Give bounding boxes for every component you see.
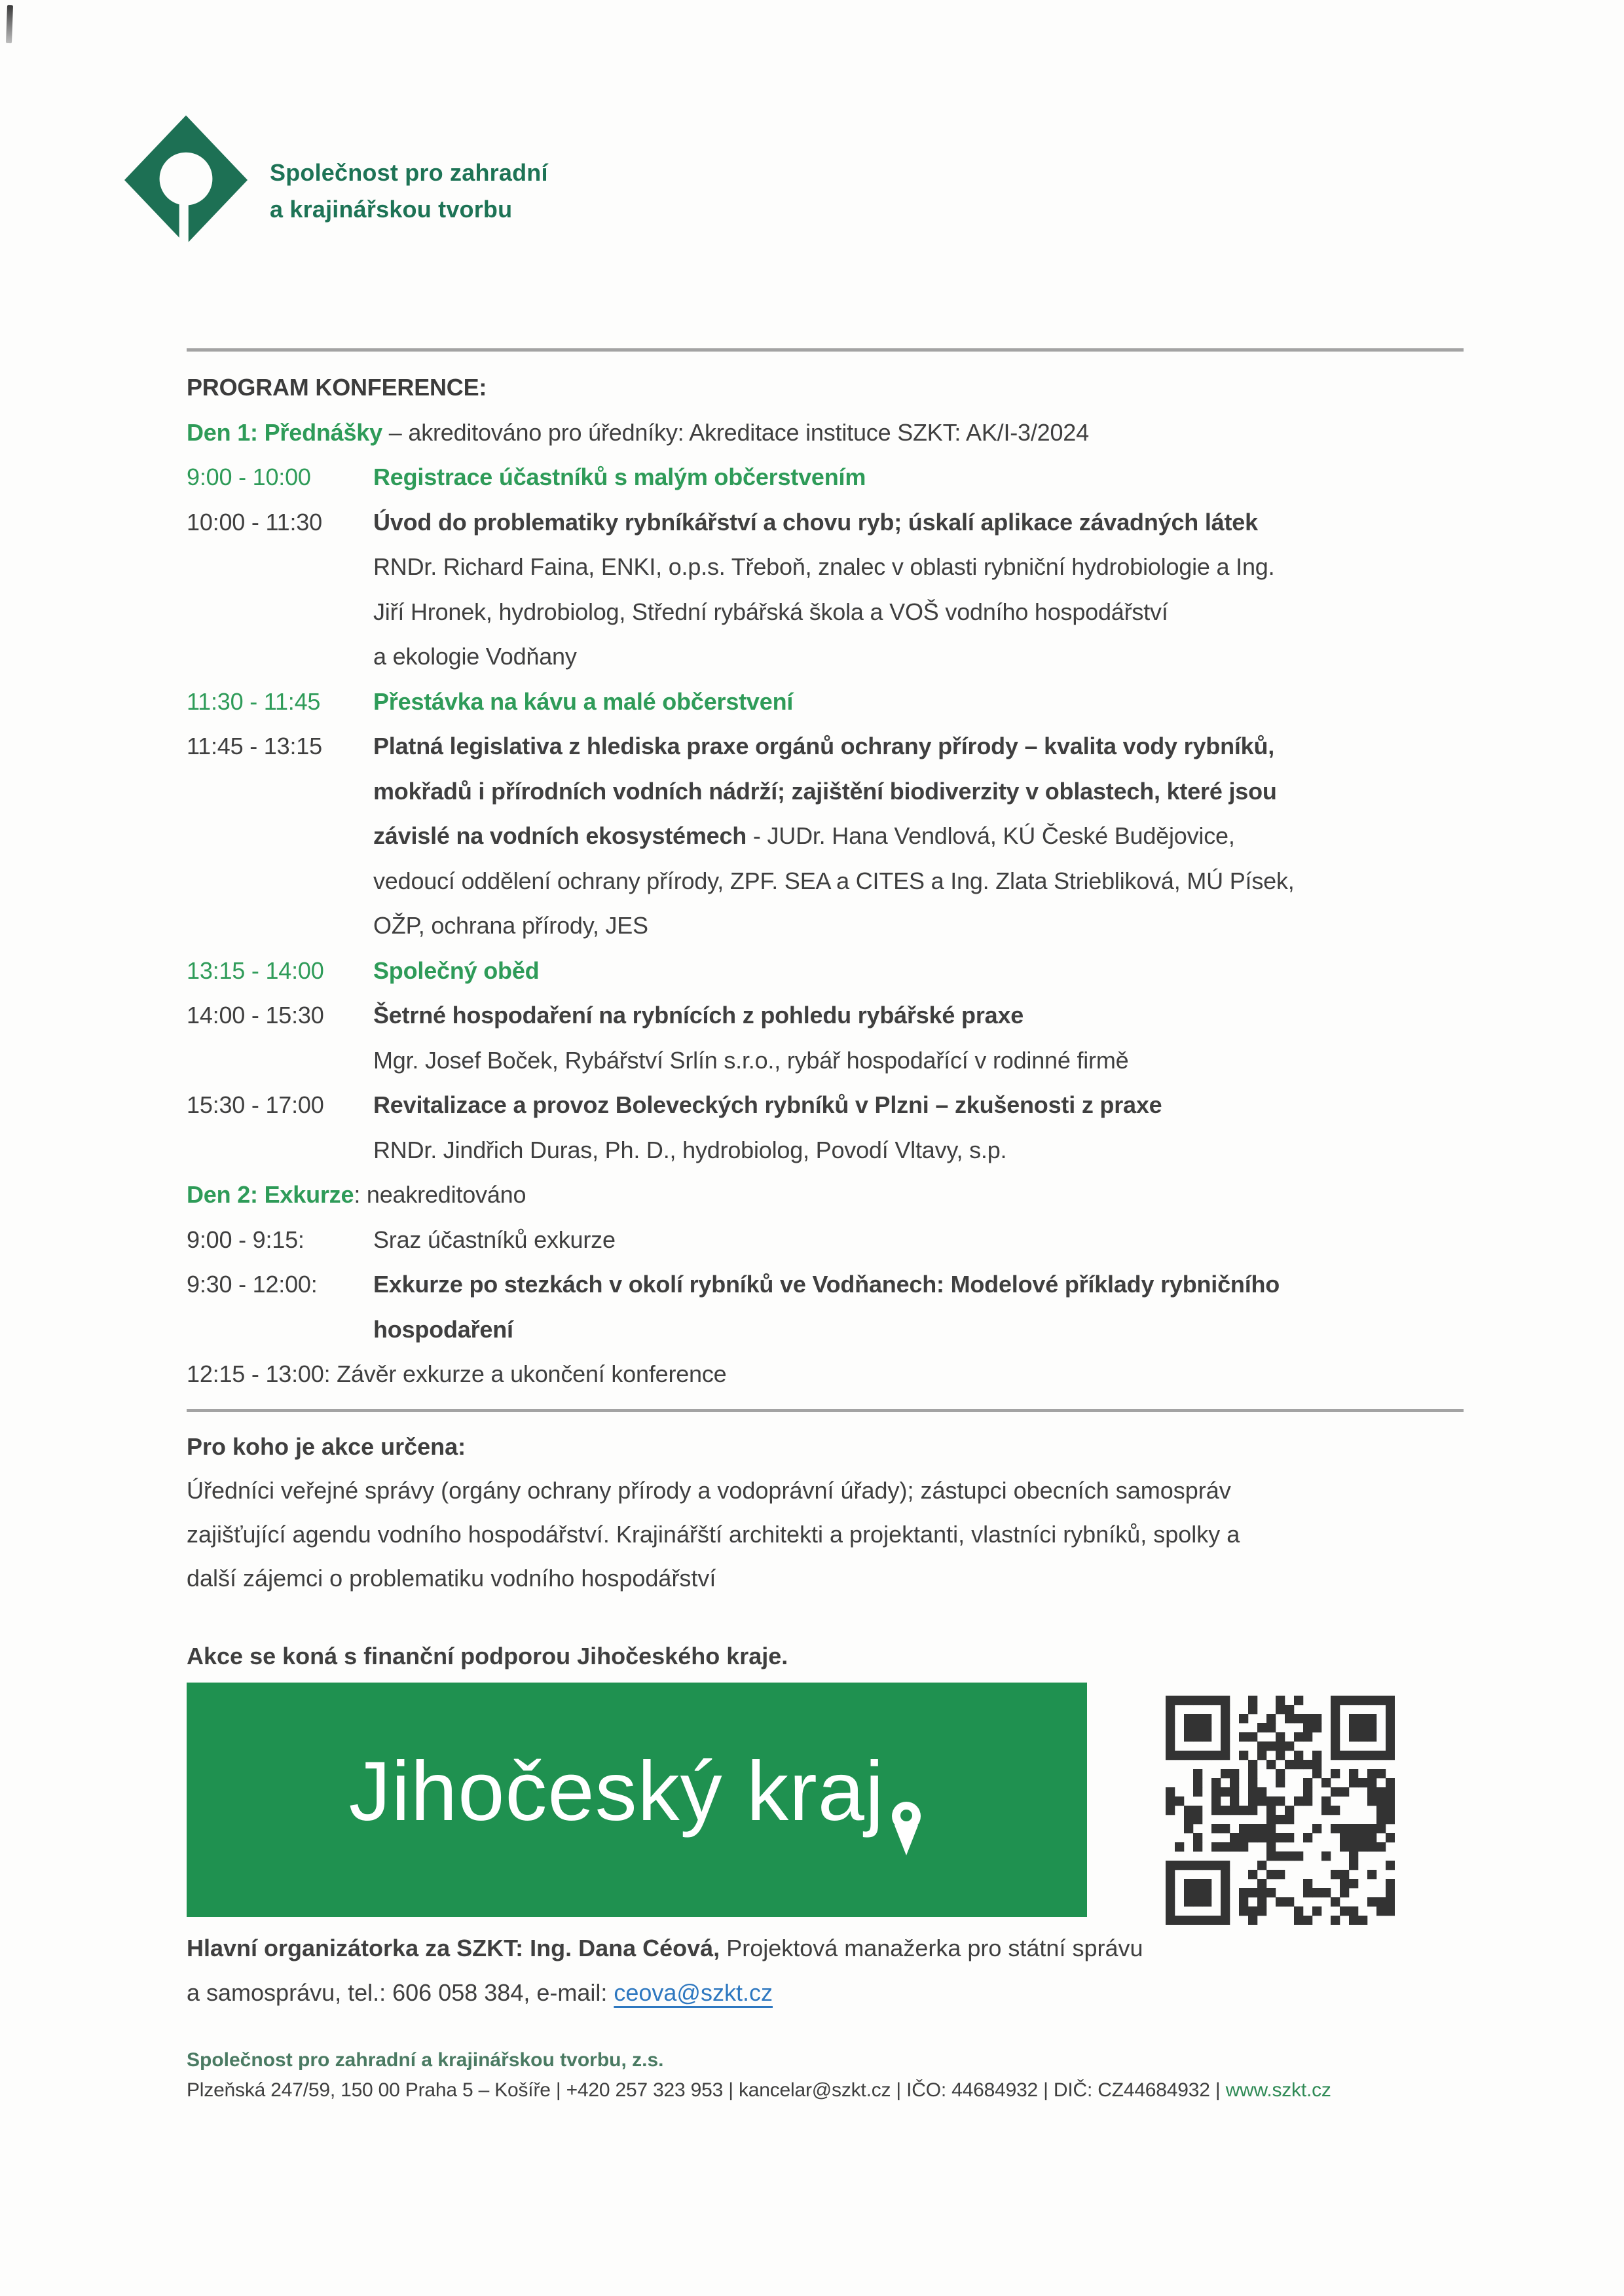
paragraph-line: další zájemci o problematiku vodního hospodářství	[187, 1565, 716, 1592]
text-run: Platná legislativa z hlediska praxe orgánů ochrany přírody – kvalita vody rybníků,	[373, 733, 1275, 759]
banner-text: Jihočeský kraj	[348, 1745, 885, 1838]
program-row	[187, 634, 1470, 680]
program-section	[187, 365, 1470, 1397]
program-desc	[373, 634, 577, 680]
text-run: Jiří Hronek, hydrobiolog, Střední rybářská škola a VOŠ vodního hospodářství	[373, 598, 1168, 625]
text-run: Úvod do problematiky rybníkářství a chovu ryb; úskalí aplikace závadných látek	[373, 508, 1258, 536]
text-run: hospodaření	[373, 1315, 513, 1343]
program-row	[187, 724, 1470, 769]
program-row	[187, 814, 1470, 859]
text-run: Projektová manažerka pro státní správu	[720, 1935, 1143, 1961]
scan-artifact	[6, 5, 13, 43]
text-run: RNDr. Jindřich Duras, Ph. D., hydrobiolog, Povodí Vltavy, s.p.	[373, 1136, 1007, 1163]
text-run: Den 1: Přednášky	[187, 418, 389, 446]
program-desc	[373, 1038, 1128, 1084]
program-desc	[373, 769, 1277, 814]
logo-text-line2: a krajinářskou tvorbu	[270, 196, 513, 223]
program-desc	[373, 545, 1274, 590]
program-time	[187, 1128, 373, 1173]
text-run: Registrace účastníků s malým občerstvením	[373, 464, 866, 490]
program-row	[187, 1173, 1470, 1218]
text-run: Přestávka na kávu a malé občerstvení	[373, 687, 794, 715]
program-time	[187, 634, 373, 680]
text-run: : neakreditováno	[354, 1181, 526, 1208]
program-row	[187, 993, 1470, 1038]
program-row	[187, 859, 1470, 904]
text-run: Revitalizace a provoz Boleveckých rybníků v Plzni – zkušenosti z praxe	[373, 1091, 1162, 1118]
text-run: závislé na vodních ekosystémech	[373, 822, 747, 849]
program-desc	[373, 1083, 1162, 1128]
website-link[interactable]: www.szkt.cz	[1225, 2079, 1331, 2101]
program-time: 11:30 - 11:45	[187, 687, 321, 715]
text-run: Hlavní organizátorka za SZKT: Ing. Dana Céová,	[187, 1935, 720, 1961]
program-row	[187, 455, 1470, 500]
program-row	[187, 1262, 1470, 1307]
text-run: Mgr. Josef Boček, Rybářství Srlín s.r.o., rybář hospodařící v rodinné firmě	[373, 1046, 1129, 1074]
text-run: Exkurze po stezkách v okolí rybníků ve Vodňanech: Modelové příklady rybničního	[373, 1271, 1280, 1298]
program-time: 9:00 - 10:00	[187, 464, 311, 490]
program-rows	[187, 410, 1470, 1397]
text-run: Plzeňská 247/59, 150 00 Praha 5 – Košíře | +420 257 323 953 | kancelar@szkt.cz | IČO: 44684932 | DIČ: CZ44684932 |	[187, 2079, 1226, 2101]
program-desc	[373, 949, 539, 994]
program-time: 14:00 - 15:30	[187, 1002, 324, 1029]
text-run: OŽP, ochrana přírody, JES	[373, 912, 648, 939]
paragraph-line: Úředníci veřejné správy (orgány ochrany přírody a vodoprávní úřady); zástupci obecních samospráv	[187, 1477, 1231, 1504]
program-time	[187, 769, 373, 814]
audience-section	[187, 1425, 1470, 1600]
program-time: 9:00 - 9:15:	[187, 1226, 304, 1253]
logo-diamond-icon	[124, 115, 248, 245]
program-desc	[373, 590, 1168, 635]
program-title: PROGRAM KONFERENCE:	[187, 374, 487, 401]
email-link[interactable]: ceova@szkt.cz	[614, 1979, 773, 2006]
divider-middle	[187, 1409, 1464, 1412]
program-row	[187, 680, 1470, 725]
program-time	[187, 545, 373, 590]
text-run: Společný oběd	[373, 957, 540, 984]
program-desc	[373, 680, 793, 725]
divider-top	[187, 348, 1464, 352]
text-run: vedoucí oddělení ochrany přírody, ZPF. SEA a CITES a Ing. Zlata Striebliková, MÚ Písek,	[373, 867, 1295, 894]
paragraph-line: zajišťující agendu vodního hospodářství. Krajinářští architekti a projektanti, vlastníci rybníků, spolky a	[187, 1521, 1240, 1548]
program-desc	[373, 903, 648, 949]
program-desc	[373, 993, 1024, 1038]
text-run: - JUDr. Hana Vendlová, KÚ České Budějovice,	[747, 822, 1235, 849]
program-desc	[373, 859, 1295, 904]
program-row	[187, 1352, 1470, 1397]
program-desc	[373, 1128, 1006, 1173]
text-run: Den 2: Exkurze	[187, 1181, 354, 1208]
text-run: – akreditováno pro úředníky: Akreditace instituce SZKT: AK/I-3/2024	[388, 418, 1089, 446]
text-run: a ekologie Vodňany	[373, 643, 577, 670]
jihocesky-kraj-banner	[187, 1683, 1087, 1917]
support-note: Akce se koná s finanční podporou Jihočeského kraje.	[187, 1643, 788, 1669]
szkt-logo	[124, 115, 910, 259]
program-time	[187, 1038, 373, 1084]
text-run: mokřadů i přírodních vodních nádrží; zajištění biodiverzity v oblastech, které jsou	[373, 777, 1277, 805]
text-run: Šetrné hospodaření na rybnících z pohledu rybářské praxe	[373, 1002, 1024, 1029]
section-heading: Pro koho je akce určena:	[187, 1433, 466, 1460]
program-row	[187, 500, 1470, 545]
program-row	[187, 903, 1470, 949]
program-desc	[373, 1218, 616, 1263]
program-desc	[373, 1262, 1280, 1307]
program-desc	[373, 724, 1274, 769]
text-run: RNDr. Richard Faina, ENKI, o.p.s. Třeboň, znalec v oblasti rybniční hydrobiologie a Ing.	[373, 553, 1275, 580]
organizer-line	[187, 1926, 1470, 1971]
program-desc	[373, 455, 866, 500]
program-row	[187, 949, 1470, 994]
program-desc	[187, 410, 1089, 456]
program-row	[187, 410, 1470, 456]
program-row	[187, 1218, 1470, 1263]
program-row	[187, 1038, 1470, 1084]
program-row	[187, 545, 1470, 590]
program-row	[187, 1083, 1470, 1128]
text-run: 12:15 - 13:00: Závěr exkurze a ukončení konference	[187, 1360, 727, 1387]
program-time: 11:45 - 13:15	[187, 733, 322, 759]
program-time	[187, 1307, 373, 1353]
program-desc	[373, 500, 1258, 545]
program-row	[187, 769, 1470, 814]
program-desc	[187, 1352, 727, 1397]
program-time	[187, 590, 373, 635]
text-run: a samosprávu, tel.: 606 058 384, e-mail:	[187, 1979, 614, 2006]
footer-address	[187, 2075, 1470, 2105]
footer-org-name: Společnost pro zahradní a krajinářskou tvorbu, z.s.	[187, 2049, 664, 2071]
program-row	[187, 1307, 1470, 1353]
logo-text	[270, 155, 548, 228]
organizer-line	[187, 1971, 1470, 2015]
audience-lines	[187, 1468, 1470, 1600]
program-time	[187, 903, 373, 949]
logo-text-line1: Společnost pro zahradní	[270, 159, 548, 186]
program-desc	[187, 1173, 526, 1218]
program-time: 13:15 - 14:00	[187, 957, 324, 984]
program-time: 9:30 - 12:00:	[187, 1271, 318, 1298]
organizer-section	[187, 1926, 1470, 2015]
program-time	[187, 814, 373, 859]
program-time: 10:00 - 11:30	[187, 508, 322, 536]
text-run: Sraz účastníků exkurze	[373, 1226, 616, 1253]
program-desc	[373, 814, 1235, 859]
program-row	[187, 1128, 1470, 1173]
qr-code	[1166, 1696, 1395, 1925]
program-time: 15:30 - 17:00	[187, 1091, 324, 1118]
map-pin-icon	[888, 1800, 925, 1857]
program-desc	[373, 1307, 513, 1353]
program-time	[187, 859, 373, 904]
program-row	[187, 590, 1470, 635]
